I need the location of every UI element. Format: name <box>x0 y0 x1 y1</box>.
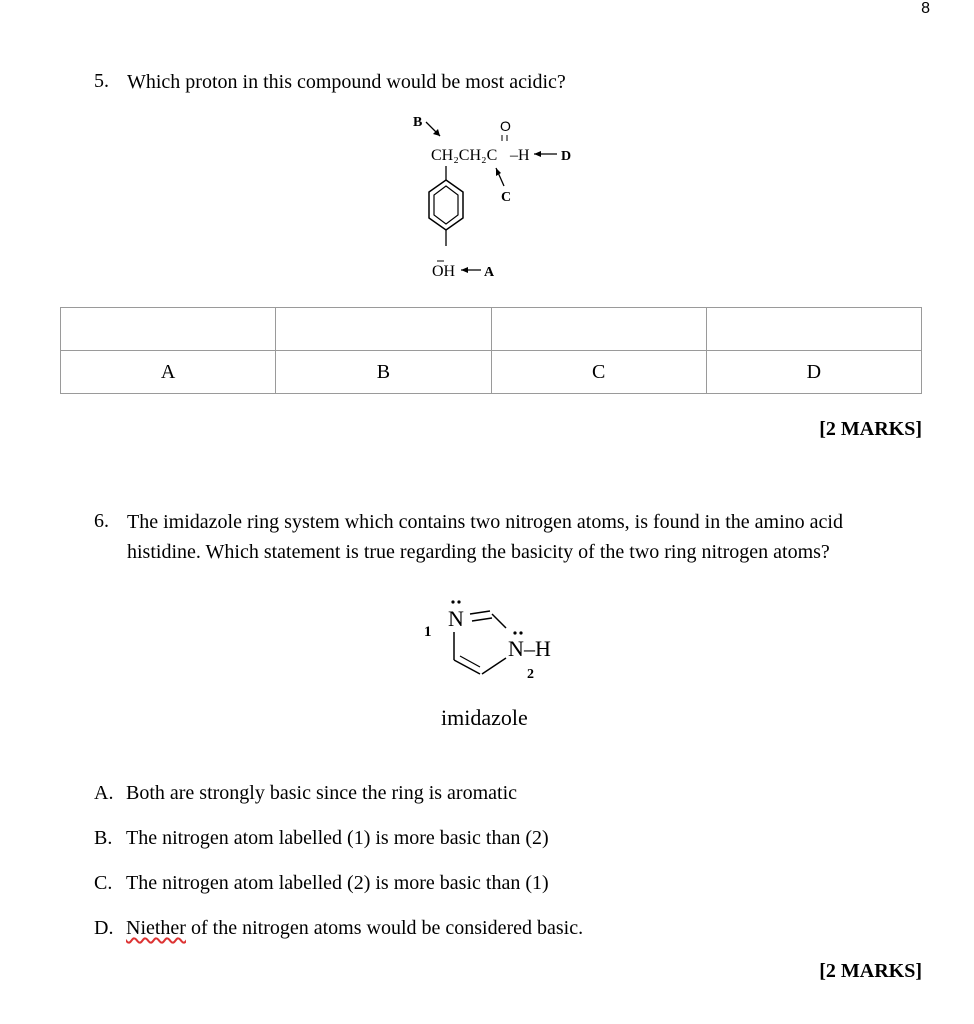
answer-cell-blank[interactable] <box>491 308 706 351</box>
option-b[interactable] <box>94 827 894 855</box>
oxygen-atom: O <box>500 118 511 134</box>
label-a: A <box>484 265 495 280</box>
page-number: 8 <box>921 0 930 17</box>
label-d: D <box>561 149 572 164</box>
label-b: B <box>413 115 423 130</box>
answer-cell-blank[interactable] <box>61 308 276 351</box>
question-5-text: Which proton in this compound would be most acidic? <box>127 71 566 93</box>
answer-option-b[interactable]: B <box>276 351 491 394</box>
question-5-marks: [2 MARKS] <box>819 418 922 440</box>
answer-option-c[interactable]: C <box>491 351 706 394</box>
question-6-text-line1: The imidazole ring system which contains two nitrogen atoms, is found in the amino acid <box>127 511 843 533</box>
option-d-letter: D. <box>94 917 114 939</box>
option-b-text: The nitrogen atom labelled (1) is more basic than (2) <box>126 827 549 849</box>
n2-hydrogen: –H <box>524 636 551 661</box>
answer-table <box>60 307 922 394</box>
question-6-number: 6. <box>94 510 109 532</box>
n2-atom: N <box>508 636 524 661</box>
option-d[interactable] <box>94 917 894 945</box>
answer-option-a[interactable]: A <box>61 351 276 394</box>
compound-structure-q5 <box>400 108 600 286</box>
imidazole-structure <box>410 590 590 740</box>
label-c: C <box>501 190 512 205</box>
option-c[interactable] <box>94 872 894 900</box>
answer-table-label-row <box>61 351 922 394</box>
option-a-letter: A. <box>94 782 114 804</box>
answer-cell-blank[interactable] <box>706 308 921 351</box>
imidazole-caption: imidazole <box>441 705 528 730</box>
option-a[interactable] <box>94 782 894 810</box>
option-c-text: The nitrogen atom labelled (2) is more basic than (1) <box>126 872 549 894</box>
n2-label: 2 <box>527 667 534 682</box>
answer-table-blank-row <box>61 308 922 351</box>
option-c-letter: C. <box>94 872 113 894</box>
aldehyde-h: –H <box>510 147 530 164</box>
chain-ch2ch2c: CH₂CH₂C <box>431 147 498 164</box>
answer-cell-blank[interactable] <box>276 308 491 351</box>
question-6-marks: [2 MARKS] <box>819 960 922 982</box>
answer-option-d[interactable]: D <box>706 351 921 394</box>
hydroxyl-group: OH <box>432 263 456 280</box>
option-d-text-wrap <box>126 917 583 940</box>
n1-atom: N <box>448 606 464 631</box>
option-a-text: Both are strongly basic since the ring is aromatic <box>126 782 518 804</box>
n1-label: 1 <box>424 624 432 640</box>
option-b-letter: B. <box>94 827 113 849</box>
question-6-text-line2: histidine. Which statement is true regarding the basicity of the two ring nitrogen atoms? <box>127 541 830 563</box>
misspelled-word: Niether <box>126 917 186 939</box>
option-d-text: of the nitrogen atoms would be considered basic. <box>185 917 584 939</box>
question-5-number: 5. <box>94 70 109 92</box>
